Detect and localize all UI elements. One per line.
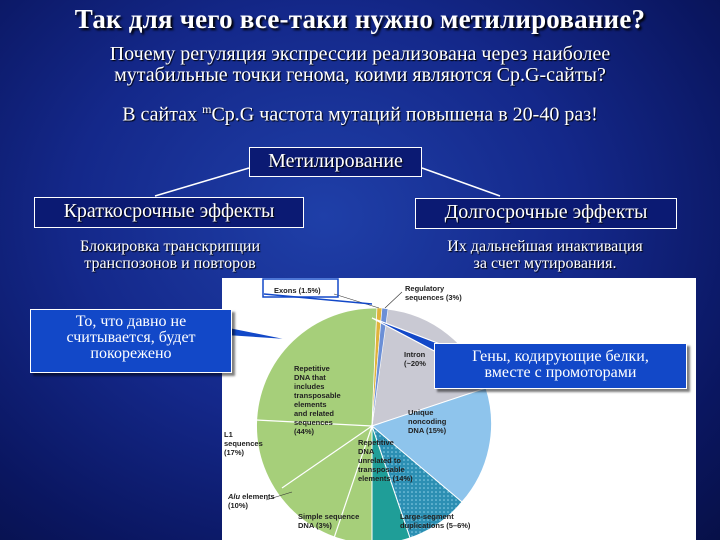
label-l1-1: L1 xyxy=(224,430,233,439)
callout-right-line-2: вместе с промоторами xyxy=(484,364,637,381)
label-unrel-2: DNA xyxy=(358,447,375,456)
callout-left xyxy=(30,309,232,373)
label-rep-1: Repetitive xyxy=(294,364,330,373)
label-introns-2: (~20% xyxy=(404,359,426,368)
label-rep-7: sequences xyxy=(294,418,333,427)
label-unrel-4: transposable xyxy=(358,465,405,474)
label-alu-1: Alu xyxy=(228,492,241,501)
short-term-line-1: Блокировка транскрипции xyxy=(79,238,261,255)
label-unique-1: Unique xyxy=(408,408,434,417)
label-regulatory-2: sequences (3%) xyxy=(405,293,462,302)
callout-right xyxy=(434,343,687,389)
long-term-line-1: Их дальнейшая инактивация xyxy=(447,238,643,255)
label-simple-1: Simple sequence xyxy=(298,512,360,521)
label-rep-5: elements xyxy=(294,400,327,409)
short-term-line-2: транспозонов и повторов xyxy=(84,255,256,272)
right-callout-pointer xyxy=(372,318,440,354)
label-alu-2: (10%) xyxy=(228,501,249,510)
intro-line-2: мутабильные точки генома, коими являются Cp.G-сайты? xyxy=(114,64,606,86)
frequency-suffix: частота мутаций повышена в 20-40 раз! xyxy=(254,103,598,126)
short-term-effects-box: Краткосрочные эффекты xyxy=(34,197,304,228)
intro-line-1: Почему регуляция экспрессии реализована через наиболее xyxy=(109,43,611,65)
label-l1-2: sequences xyxy=(224,439,263,448)
label-l1-3: (17%) xyxy=(224,448,245,457)
frequency-site: Cp.G xyxy=(211,103,255,126)
methylation-box: Метилирование xyxy=(249,147,422,177)
label-simple-2: DNA (3%) xyxy=(298,521,332,530)
label-unrel-3: unrelated to xyxy=(358,456,401,465)
frequency-prefix: В сайтах xyxy=(122,103,203,126)
left-callout-pointer xyxy=(222,326,292,340)
label-large-1: Large-segment xyxy=(400,512,454,521)
long-term-line-2: за счет мутирования. xyxy=(473,255,617,272)
label-rep-6: and related xyxy=(294,409,335,418)
callout-left-line-3: покорежено xyxy=(90,345,172,362)
label-large-2: duplications (5–6%) xyxy=(400,521,471,530)
exons-pointer-line xyxy=(264,294,372,304)
label-rep-8: (44%) xyxy=(294,427,315,436)
slide-title: Так для чего все-таки нужно метилирование? xyxy=(74,4,646,34)
long-term-effects-box: Долгосрочные эффекты xyxy=(415,198,677,229)
label-regulatory-1: Regulatory xyxy=(405,284,445,293)
label-rep-2: DNA that xyxy=(294,373,326,382)
frequency-superscript: m xyxy=(202,102,212,116)
callout-left-line-1: То, что давно не xyxy=(75,313,187,330)
label-alu-1b: elements xyxy=(240,492,275,501)
callout-right-line-1: Гены, кодирующие белки, xyxy=(472,348,649,365)
label-unrel-1: Repetitive xyxy=(358,438,394,447)
label-unique-2: noncoding xyxy=(408,417,447,426)
label-unique-3: DNA (15%) xyxy=(408,426,447,435)
label-introns-1: Intron xyxy=(404,350,426,359)
label-exons: Exons (1.5%) xyxy=(274,286,321,295)
callout-left-line-2: считывается, будет xyxy=(66,329,196,346)
label-rep-3: includes xyxy=(294,382,325,391)
label-rep-4: transposable xyxy=(294,391,341,400)
label-unrel-5: elements (14%) xyxy=(358,474,413,483)
